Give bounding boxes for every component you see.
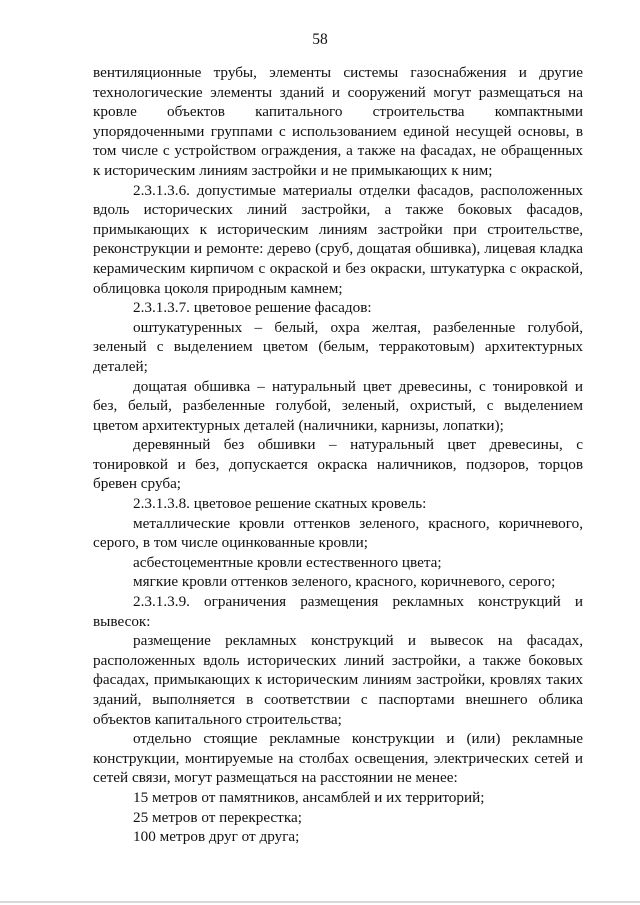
paragraph: размещение рекламных конструкций и вывесок на фасадах, расположенных вдоль исторических линий застройки, а также боковых фасадах, примыкающих к историческим линиям застройки, кровлях таких зданий, выполняется в соответствии с паспортами внешнего облика объектов капитального строительства; (93, 632, 583, 728)
scan-bottom-edge (0, 901, 640, 903)
paragraph: 2.3.1.3.7. цветовое решение фасадов: (133, 299, 372, 317)
paragraph: 25 метров от перекрестка; (133, 808, 302, 826)
paragraph: 2.3.1.3.9. ограничения размещения рекламных конструкций и вывесок: (93, 593, 583, 630)
document-body (93, 63, 583, 847)
paragraph: 15 метров от памятников, ансамблей и их территорий; (133, 788, 485, 806)
page-number: 58 (312, 31, 328, 48)
paragraph: вентиляционные трубы, элементы системы газоснабжения и другие технологические элементы зданий и сооружений могут размещаться на кровле объектов капитального строительства компактными упорядоченными группами с использованием единой несущей основы, в том числе с устройством ограждения, а также на фасадах, не обращенных к историческим линиям застройки и не примыкающих к ним; (93, 64, 583, 179)
paragraph: 2.3.1.3.6. допустимые материалы отделки фасадов, расположенных вдоль исторических линий застройки, а также боковых фасадов, примыкающих к историческим линиям застройки при строительстве, реконструкции и ремонте: дерево (сруб, дощатая обшивка), лицевая кладка керамическим кирпичом с окраской и без окраски, штукатурка с окраской, облицовка цоколя природным камнем; (93, 181, 583, 297)
paragraph: оштукатуренных – белый, охра желтая, разбеленные голубой, зеленый с выделением цветом (белым, терракотовым) архитектурных деталей; (93, 318, 583, 375)
paragraph: деревянный без обшивки – натуральный цвет древесины, с тонировкой и без, допускается окраска наличников, подзоров, торцов бревен сруба; (93, 436, 583, 493)
paragraph: мягкие кровли оттенков зеленого, красного, коричневого, серого; (133, 573, 556, 591)
paragraph: 100 метров друг от друга; (133, 828, 300, 846)
paragraph: асбестоцементные кровли естественного цвета; (133, 553, 442, 571)
paragraph: дощатая обшивка – натуральный цвет древесины, с тонировкой и без, белый, разбеленные голубой, зеленый, охристый, с выделением цветом архитектурных деталей (наличники, карнизы, лопатки); (93, 377, 583, 434)
paragraph: 2.3.1.3.8. цветовое решение скатных кровель: (133, 495, 427, 513)
paragraph: металлические кровли оттенков зеленого, красного, коричневого, серого, в том числе оцинкованные кровли; (93, 514, 583, 552)
paragraph: отдельно стоящие рекламные конструкции и (или) рекламные конструкции, монтируемые на столбах освещения, электрических сетей и сетей связи, могут размещаться на расстоянии не менее: (93, 730, 583, 787)
